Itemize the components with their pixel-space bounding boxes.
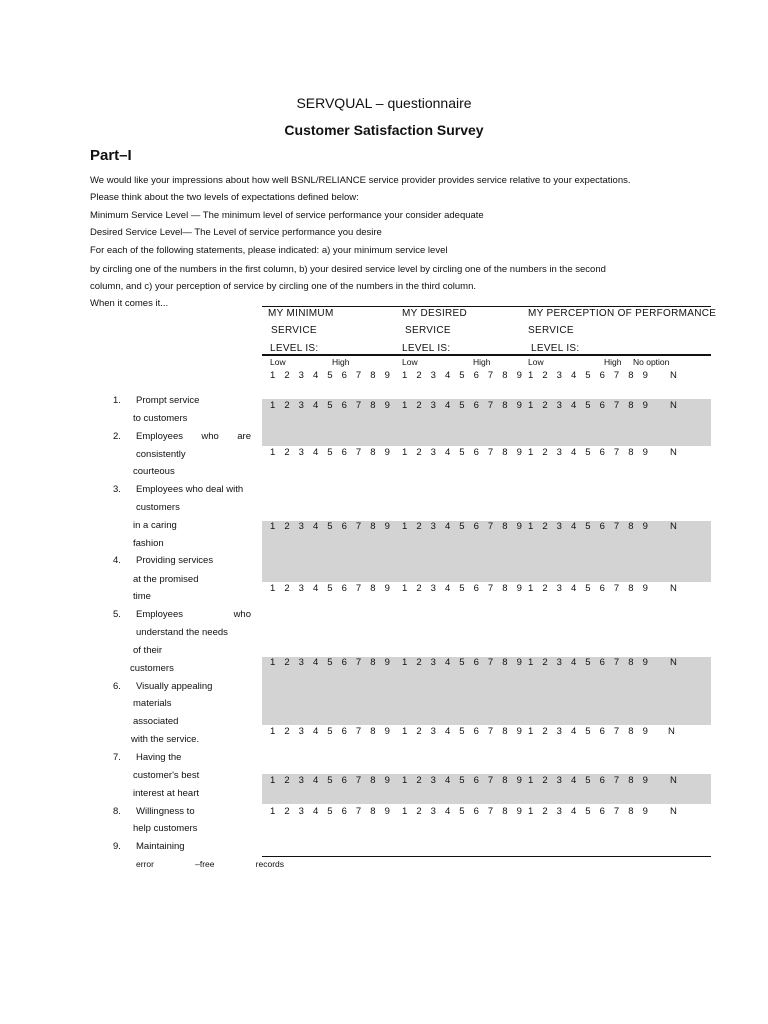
scale-min[interactable]: 1 2 3 4 5 6 7 8 9 (270, 583, 394, 594)
item-text: customers (136, 502, 180, 513)
item-number: 8. (113, 806, 121, 817)
col-per-header: LEVEL IS: (531, 343, 580, 354)
item-text: Maintaining (136, 841, 185, 852)
scale-min[interactable]: 1 2 3 4 5 6 7 8 9 (270, 370, 394, 381)
scale-min[interactable]: 1 2 3 4 5 6 7 8 9 (270, 806, 394, 817)
scale-low: Low (402, 357, 418, 367)
scale-per[interactable]: 1 2 3 4 5 6 7 8 9 (528, 447, 652, 458)
col-des-header: LEVEL IS: (402, 343, 451, 354)
scale-per[interactable]: 1 2 3 4 5 6 7 8 9 (528, 400, 652, 411)
intro-line: by circling one of the numbers in the first column, b) your desired service level by circling one of the numbers in the second (90, 264, 606, 275)
no-option-n[interactable]: N (670, 657, 677, 668)
no-option-n[interactable]: N (668, 726, 675, 737)
item-text: customers (130, 663, 174, 674)
intro-line: Please think about the two levels of expectations defined below: (90, 192, 359, 203)
item-number: 3. (113, 484, 121, 495)
no-option-n[interactable]: N (670, 400, 677, 411)
item-text: time (133, 591, 151, 602)
scale-low: Low (528, 357, 544, 367)
no-option-n[interactable]: N (670, 583, 677, 594)
item-text: error –free records (136, 859, 284, 869)
scale-des[interactable]: 1 2 3 4 5 6 7 8 9 (402, 775, 526, 786)
col-per-header: SERVICE (528, 325, 574, 336)
item-text: Employees who deal with (136, 484, 244, 495)
scale-min[interactable]: 1 2 3 4 5 6 7 8 9 (270, 400, 394, 411)
part-heading: Part–I (90, 147, 132, 164)
item-text: to customers (133, 413, 188, 424)
scale-per[interactable]: 1 2 3 4 5 6 7 8 9 (528, 521, 652, 532)
no-option-n[interactable]: N (670, 775, 677, 786)
item-text: at the promised (133, 574, 199, 585)
scale-des[interactable]: 1 2 3 4 5 6 7 8 9 (402, 657, 526, 668)
scale-min[interactable]: 1 2 3 4 5 6 7 8 9 (270, 775, 394, 786)
item-text: Prompt service (136, 395, 200, 406)
scale-des[interactable]: 1 2 3 4 5 6 7 8 9 (402, 726, 526, 737)
item-number: 6. (113, 681, 121, 692)
scale-des[interactable]: 1 2 3 4 5 6 7 8 9 (402, 521, 526, 532)
scale-per[interactable]: 1 2 3 4 5 6 7 8 9 (528, 583, 652, 594)
item-text: Employees who (136, 609, 251, 620)
no-option-n[interactable]: N (670, 521, 677, 532)
col-per-header: MY PERCEPTION OF PERFORMANCE (528, 308, 717, 319)
scale-min[interactable]: 1 2 3 4 5 6 7 8 9 (270, 521, 394, 532)
item-text: in a caring (133, 520, 177, 531)
item-number: 7. (113, 752, 121, 763)
item-text: understand the needs (136, 627, 228, 638)
scale-des[interactable]: 1 2 3 4 5 6 7 8 9 (402, 447, 526, 458)
col-des-header: MY DESIRED (402, 308, 468, 319)
item-number: 9. (113, 841, 121, 852)
col-des-header: SERVICE (405, 325, 451, 336)
col-min-header: MY MINIMUM (268, 308, 334, 319)
item-number: 2. (113, 431, 121, 442)
document-title: SERVQUAL – questionnaire (296, 95, 472, 111)
item-number: 1. (113, 395, 121, 406)
item-text: Visually appealing (136, 681, 213, 692)
item-text: help customers (133, 823, 198, 834)
scale-per[interactable]: 1 2 3 4 5 6 7 8 9 (528, 370, 652, 381)
scale-per[interactable]: 1 2 3 4 5 6 7 8 9 (528, 775, 652, 786)
scale-per[interactable]: 1 2 3 4 5 6 7 8 9 (528, 806, 652, 817)
scale-per[interactable]: 1 2 3 4 5 6 7 8 9 (528, 657, 652, 668)
item-text: consistently (136, 449, 186, 460)
no-option-n[interactable]: N (670, 806, 677, 817)
scale-min[interactable]: 1 2 3 4 5 6 7 8 9 (270, 447, 394, 458)
intro-line: We would like your impressions about how well BSNL/RELIANCE service provider provides service relative to your expectations. (90, 175, 631, 186)
scale-high: High (604, 357, 622, 367)
scale-des[interactable]: 1 2 3 4 5 6 7 8 9 (402, 370, 526, 381)
intro-line: Desired Service Level— The Level of service performance you desire (90, 227, 382, 238)
scale-min[interactable]: 1 2 3 4 5 6 7 8 9 (270, 657, 394, 668)
scale-low: Low (270, 357, 286, 367)
item-text: with the service. (131, 734, 200, 745)
item-text: fashion (133, 538, 164, 549)
col-min-header: SERVICE (271, 325, 317, 336)
item-text: courteous (133, 466, 175, 477)
item-text: customer's best (133, 770, 200, 781)
document-subtitle: Customer Satisfaction Survey (284, 122, 484, 138)
col-min-header: LEVEL IS: (270, 343, 319, 354)
scale-per[interactable]: 1 2 3 4 5 6 7 8 9 (528, 726, 652, 737)
item-text: Employees who are (136, 431, 251, 442)
item-number: 5. (113, 609, 121, 620)
header-rule (262, 354, 711, 356)
item-text: interest at heart (133, 788, 200, 799)
scale-des[interactable]: 1 2 3 4 5 6 7 8 9 (402, 583, 526, 594)
scale-des[interactable]: 1 2 3 4 5 6 7 8 9 (402, 806, 526, 817)
scale-high: High (473, 357, 491, 367)
table-top-rule (262, 306, 711, 307)
no-option-n[interactable]: N (670, 447, 677, 458)
item-text: Willingness to (136, 806, 195, 817)
item-text: Having the (136, 752, 182, 763)
scale-no-option: No option (633, 357, 670, 367)
intro-line: column, and c) your perception of service by circling one of the numbers in the third column. (90, 281, 476, 292)
intro-line: For each of the following statements, please indicated: a) your minimum service level (90, 245, 448, 256)
item-text: of their (133, 645, 163, 656)
table-bottom-rule (262, 856, 711, 857)
item-text: Providing services (136, 555, 214, 566)
intro-line: Minimum Service Level — The minimum level of service performance your consider adequate (90, 210, 484, 221)
scale-min[interactable]: 1 2 3 4 5 6 7 8 9 (270, 726, 394, 737)
item-number: 4. (113, 555, 121, 566)
intro-line: When it comes it... (90, 298, 169, 309)
item-text: associated (133, 716, 179, 727)
item-text: materials (133, 698, 172, 709)
scale-high: High (332, 357, 350, 367)
no-option-n[interactable]: N (670, 370, 677, 381)
scale-des[interactable]: 1 2 3 4 5 6 7 8 9 (402, 400, 526, 411)
